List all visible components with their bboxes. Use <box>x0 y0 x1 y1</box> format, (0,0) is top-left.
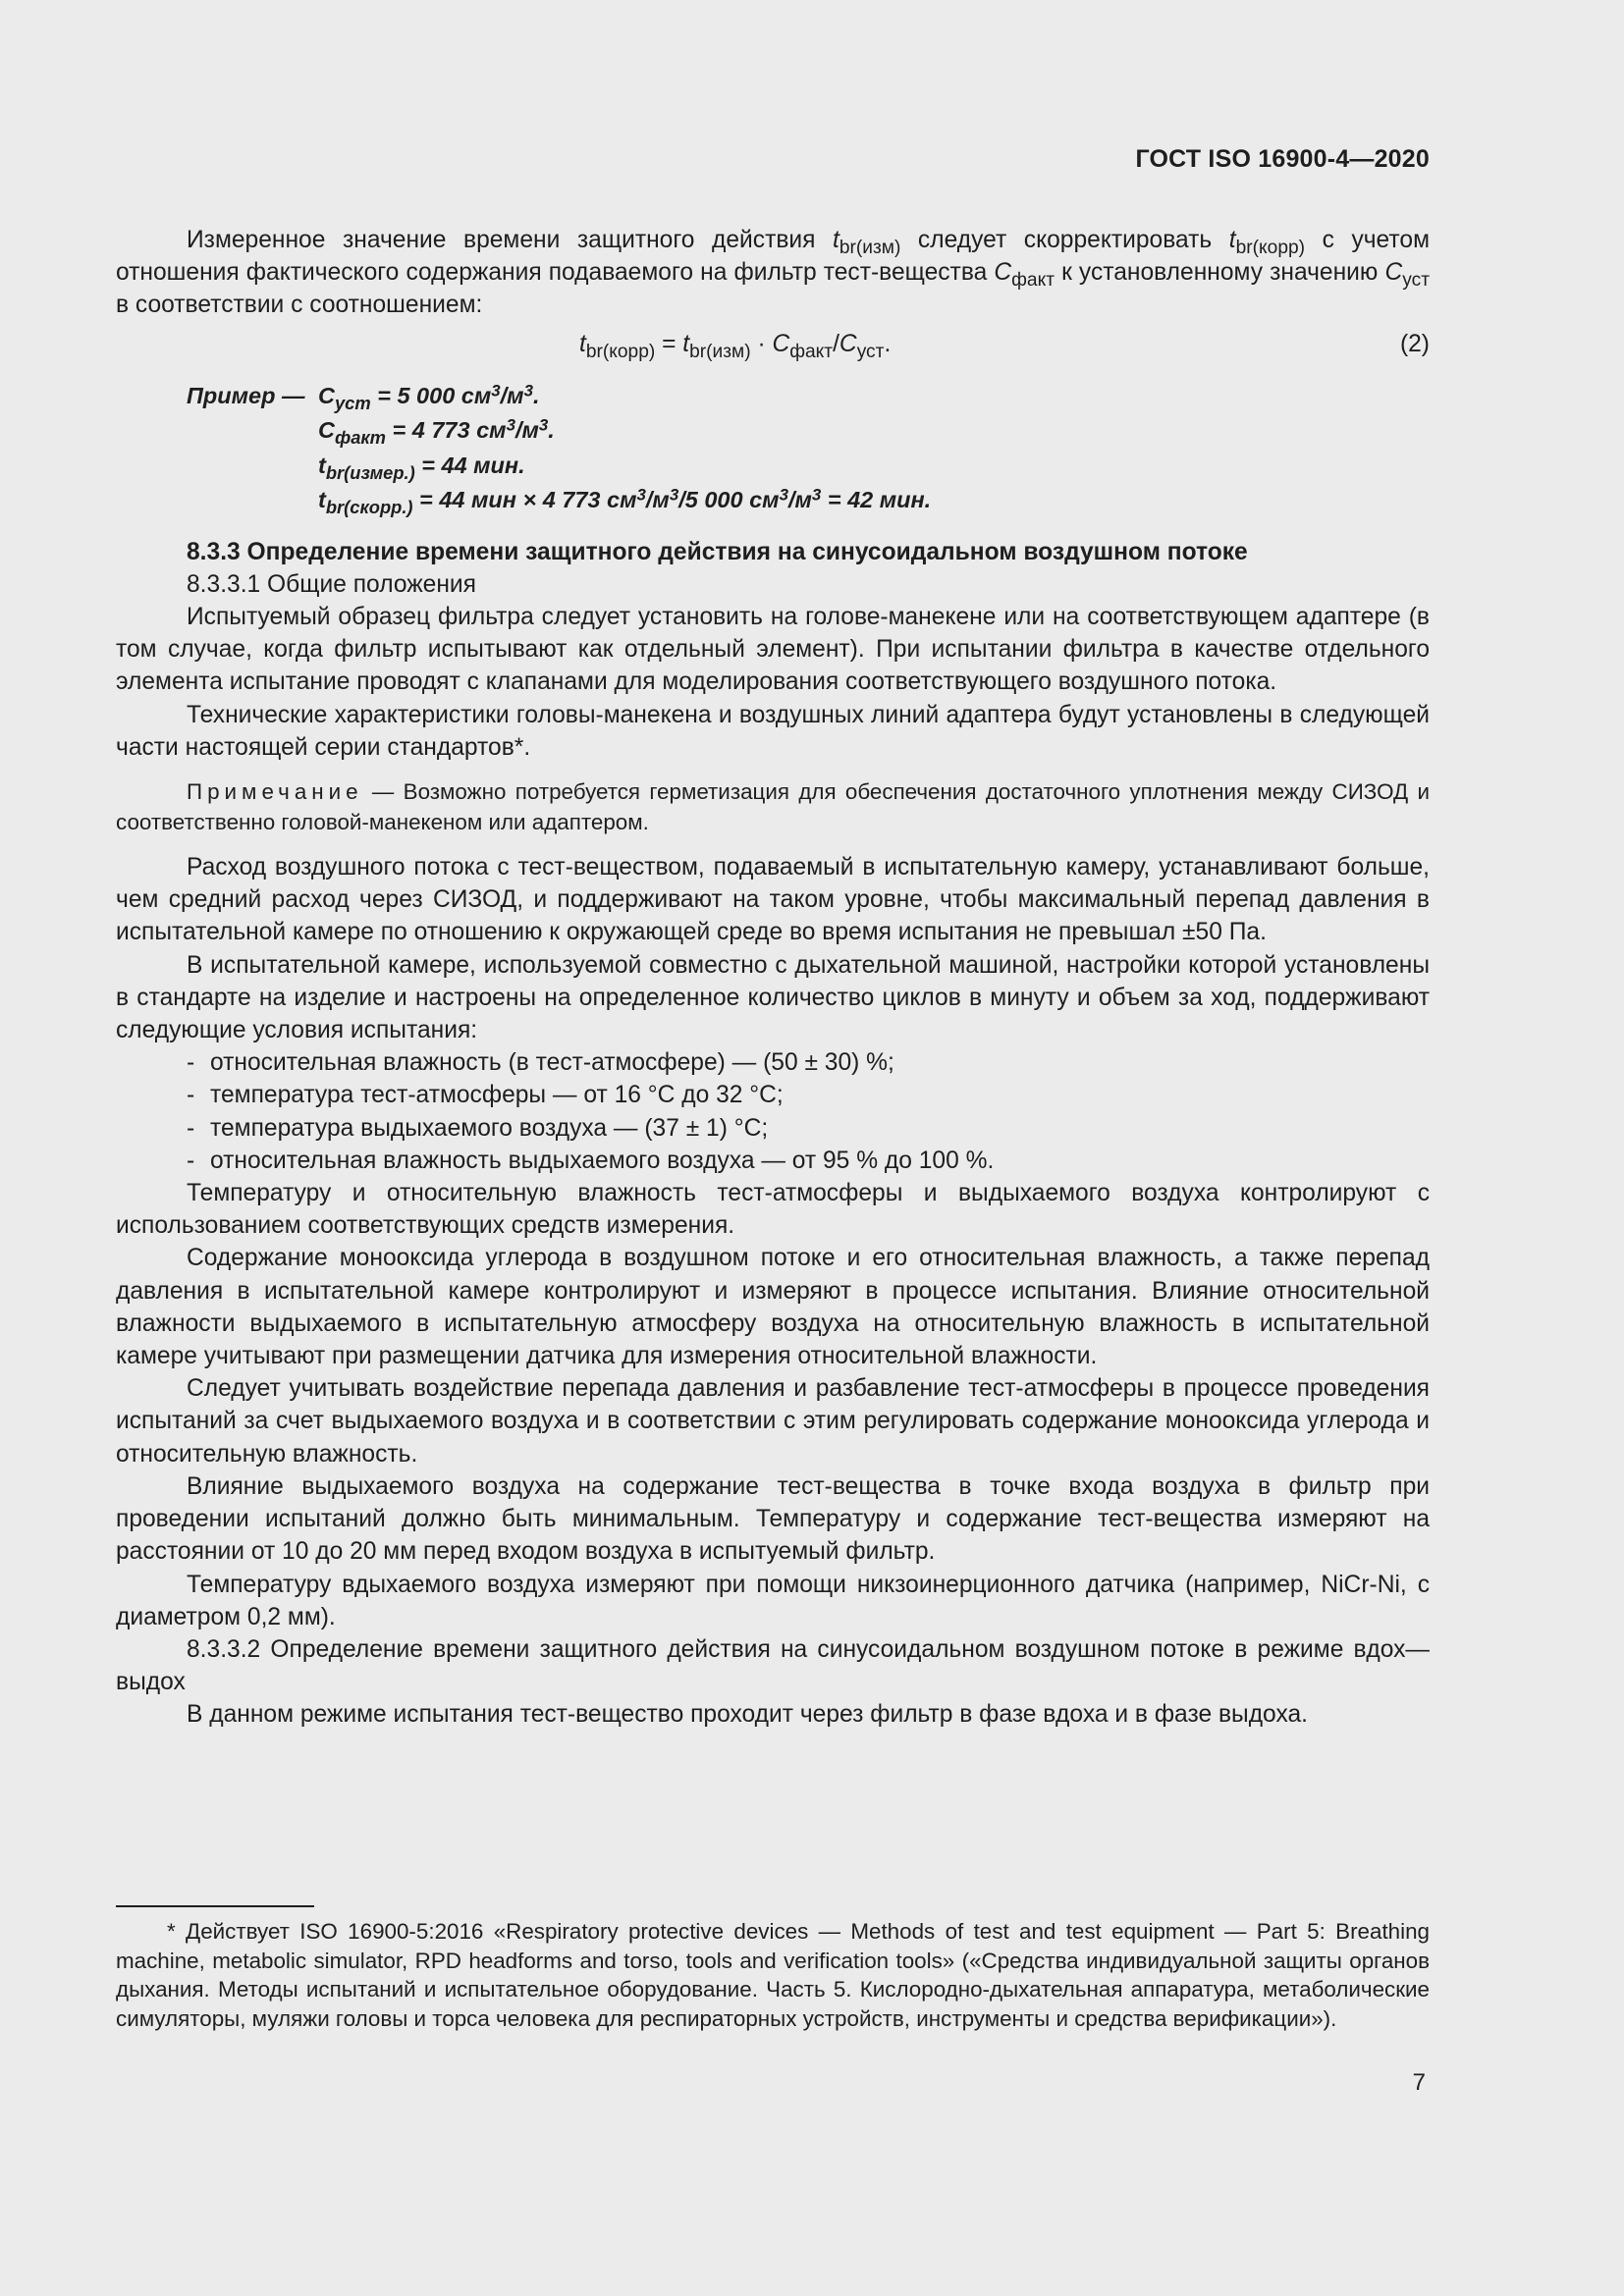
body-paragraph: Испытуемый образец фильтра следует установить на голове-манекене или на соответствующем адаптере (в том случае, когда фильтр испытывают как отдельный элемент). При испытании фильтра в качестве отдельного элемента испытание проводят с клапанами для моделирования соответствующего воздушного потока. <box>116 604 1430 696</box>
note-label: Примечание <box>187 779 363 805</box>
body-paragraph: В испытательной камере, используемой совместно с дыхательной машиной, настройки которой установлены в стандарте на изделие и настроены на определенное количество циклов в минуту и объем за ход, поддерживают следующие условия испытания: <box>116 951 1430 1044</box>
subsection-title: 8.3.3.1 Общие положения <box>187 570 476 598</box>
note <box>116 777 1430 837</box>
section-heading: 8.3.3 Определение времени защитного действия на синусоидальном воздушном потоке <box>187 538 1248 565</box>
body-paragraph: Технические характеристики головы-манекена и воздушных линий адаптера будут установлены в следующей части настоящей серии стандартов*. <box>116 701 1430 761</box>
example-row: $C_{факт} = 4$ 773 $см^3/м^3$. <box>318 415 555 448</box>
page-number: 7 <box>1412 2069 1426 2096</box>
note-text: — Возможно потребуется герметизация для обеспечения достаточного уплотнения между СИЗОД и соответственно головой-манекеном или адаптером. <box>116 779 1430 834</box>
footnote-divider <box>116 1905 314 1907</box>
document-id-header: ГОСТ ISO 16900-4—2020 <box>1135 145 1430 173</box>
example-row: $t_{br(измер.)} = 44$ мин. <box>318 452 525 483</box>
body-paragraph: Температуру вдыхаемого воздуха измеряют при помощи никзоинерционного датчика (например, NiCr-Ni, с диаметром 0,2 мм). <box>116 1571 1430 1630</box>
list-item: - температура выдыхаемого воздуха — (37 ± 1) °С; <box>187 1114 769 1142</box>
body-paragraph: Влияние выдыхаемого воздуха на содержание тест-вещества в точке входа воздуха в фильтр при проведении испытаний должно быть минимальным. Температуру и содержание тест-вещества измеряют на расстоянии от 10 до 20 мм перед входом воздуха в испытуемый фильтр. <box>116 1472 1430 1566</box>
list-item: - относительная влажность (в тест-атмосфере) — (50 ± 30) %; <box>187 1049 894 1077</box>
intro-paragraph: Измеренное значение времени защитного действия $t_{br(изм)}$ следует скорректировать $t_{br(корр)}$ с учетом отношения фактического содержания подаваемого на фильтр тест-вещества $C_{факт}$ к установленному значению $C_{уст}$ в соответствии с соотношением: <box>116 227 1430 319</box>
subsection-title: 8.3.3.2 Определение времени защитного действия на синусоидальном воздушном потоке в режиме вдох—выдох <box>116 1635 1430 1696</box>
body-paragraph: Температуру и относительную влажность тест-атмосферы и выдыхаемого воздуха контролируют с использованием соответствующих средств измерения. <box>116 1180 1430 1240</box>
formula-2 <box>116 326 1430 371</box>
example-row: Пример — $C_{уст} = 5$ 000 $см^3/м^3$. <box>187 381 540 413</box>
body-paragraph: Содержание монооксида углерода в воздушном потоке и его относительная влажность, а также перепад давления в испытательной камере контролируют и измеряют в процессе испытания. Влияние относительной влажности выдыхаемого в испытательную атмосферу воздуха на относительную влажность в испытательной камере учитывают при размещении датчика для измерения относительной влажности. <box>116 1245 1430 1370</box>
example-block <box>116 379 1430 518</box>
list-item: - температура тест-атмосферы — от 16 °С до 32 °С; <box>187 1082 784 1109</box>
list-item: - относительная влажность выдыхаемого воздуха — от 95 % до 100 %. <box>187 1147 995 1174</box>
page-body <box>116 224 1430 1732</box>
body-paragraph: Расход воздушного потока с тест-веществом, подаваемый в испытательную камеру, устанавливают больше, чем средний расход через СИЗОД, и поддерживают на таком уровне, чтобы максимальный перепад давления в испытательной камере по отношению к окружающей среде во время испытания не превышал ±50 Па. <box>116 854 1430 946</box>
footnote: * Действует ISO 16900-5:2016 «Respiratory protective devices — Methods of test and test equipment — Part 5: Breathing machine, metabolic simulator, RPD headforms and torso, tools and verification tools» («Средства индивидуальной защиты органов дыхания. Методы испытаний и испытательное оборудование. Часть 5. Кислородно-дыхательная аппаратура, метаболические симуляторы, муляжи головы и торса человека для респираторных устройств, инструменты и средства верификации»). <box>116 1919 1430 2031</box>
example-row: $t_{br(скорр.)} = 44$ мин × 4 773 $см^3/м^3/5$ 000 $см^3/м^3 = 42$ мин. <box>318 485 932 517</box>
body-paragraph: Следует учитывать воздействие перепада давления и разбавление тест-атмосферы в процессе проведения испытаний за счет выдыхаемого воздуха и в соответствии с этим регулировать содержание монооксида углерода и относительную влажность. <box>116 1375 1430 1468</box>
formula-expression: $t_{br(корр)} = t_{br(изм)} \cdot C_{факт}/C_{уст}$. <box>579 330 892 362</box>
body-paragraph: В данном режиме испытания тест-вещество проходит через фильтр в фазе вдоха и в фазе выдоха. <box>187 1701 1308 1729</box>
formula-number: (2) <box>1399 330 1430 357</box>
